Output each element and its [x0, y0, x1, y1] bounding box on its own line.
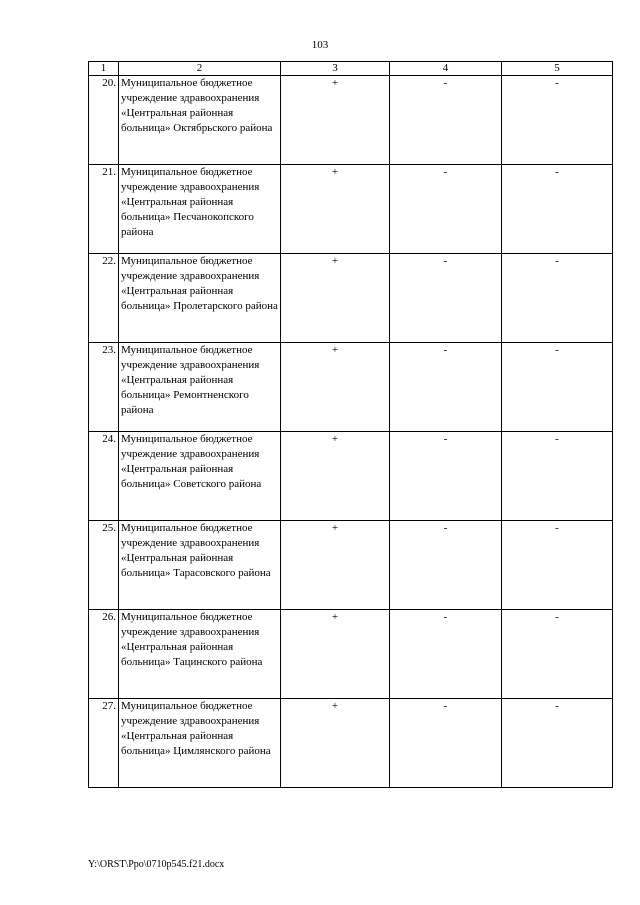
- row-number: 23.: [89, 343, 119, 432]
- footer-file-path: Y:\ORST\Ppo\0710p545.f21.docx: [88, 859, 225, 870]
- column-5-mark: -: [502, 76, 613, 165]
- institution-name: Муниципальное бюджетное учреждение здравоохранения «Центральная районная больница» Ремонтненского района: [119, 343, 281, 432]
- institution-name: Муниципальное бюджетное учреждение здравоохранения «Центральная районная больница» Пролетарского района: [119, 254, 281, 343]
- row-number: 25.: [89, 521, 119, 610]
- column-3-mark: +: [281, 699, 390, 788]
- column-5-mark: -: [502, 254, 613, 343]
- row-number: 21.: [89, 165, 119, 254]
- row-number: 24.: [89, 432, 119, 521]
- column-3-mark: +: [281, 76, 390, 165]
- institution-name: Муниципальное бюджетное учреждение здравоохранения «Центральная районная больница» Советского района: [119, 432, 281, 521]
- column-header: 5: [502, 62, 613, 76]
- column-3-mark: +: [281, 432, 390, 521]
- column-header: 1: [89, 62, 119, 76]
- institution-name: Муниципальное бюджетное учреждение здравоохранения «Центральная районная больница» Октябрьского района: [119, 76, 281, 165]
- column-4-mark: -: [390, 432, 502, 521]
- column-4-mark: -: [390, 521, 502, 610]
- column-5-mark: -: [502, 521, 613, 610]
- column-4-mark: -: [390, 76, 502, 165]
- column-4-mark: -: [390, 165, 502, 254]
- column-header: 4: [390, 62, 502, 76]
- row-number: 27.: [89, 699, 119, 788]
- table-row: [89, 165, 613, 254]
- table-row: [89, 76, 613, 165]
- table-row: [89, 610, 613, 699]
- table-row: [89, 432, 613, 521]
- column-header: 2: [119, 62, 281, 76]
- column-5-mark: -: [502, 165, 613, 254]
- column-5-mark: -: [502, 610, 613, 699]
- column-3-mark: +: [281, 610, 390, 699]
- row-number: 26.: [89, 610, 119, 699]
- column-header: 3: [281, 62, 390, 76]
- column-3-mark: +: [281, 165, 390, 254]
- column-3-mark: +: [281, 343, 390, 432]
- column-4-mark: -: [390, 610, 502, 699]
- table-row: [89, 521, 613, 610]
- column-4-mark: -: [390, 254, 502, 343]
- column-5-mark: -: [502, 699, 613, 788]
- page-number: 103: [311, 39, 329, 51]
- institution-name: Муниципальное бюджетное учреждение здравоохранения «Центральная районная больница» Песчанокопского района: [119, 165, 281, 254]
- column-3-mark: +: [281, 521, 390, 610]
- institution-name: Муниципальное бюджетное учреждение здравоохранения «Центральная районная больница» Тарасовского района: [119, 521, 281, 610]
- row-number: 20.: [89, 76, 119, 165]
- institution-name: Муниципальное бюджетное учреждение здравоохранения «Центральная районная больница» Тацинского района: [119, 610, 281, 699]
- column-5-mark: -: [502, 432, 613, 521]
- institutions-table: [88, 61, 613, 788]
- column-4-mark: -: [390, 343, 502, 432]
- table-row: [89, 254, 613, 343]
- column-5-mark: -: [502, 343, 613, 432]
- table-row: [89, 343, 613, 432]
- table-row: [89, 699, 613, 788]
- table-header-row: [89, 62, 613, 76]
- institution-name: Муниципальное бюджетное учреждение здравоохранения «Центральная районная больница» Цимлянского района: [119, 699, 281, 788]
- column-3-mark: +: [281, 254, 390, 343]
- row-number: 22.: [89, 254, 119, 343]
- column-4-mark: -: [390, 699, 502, 788]
